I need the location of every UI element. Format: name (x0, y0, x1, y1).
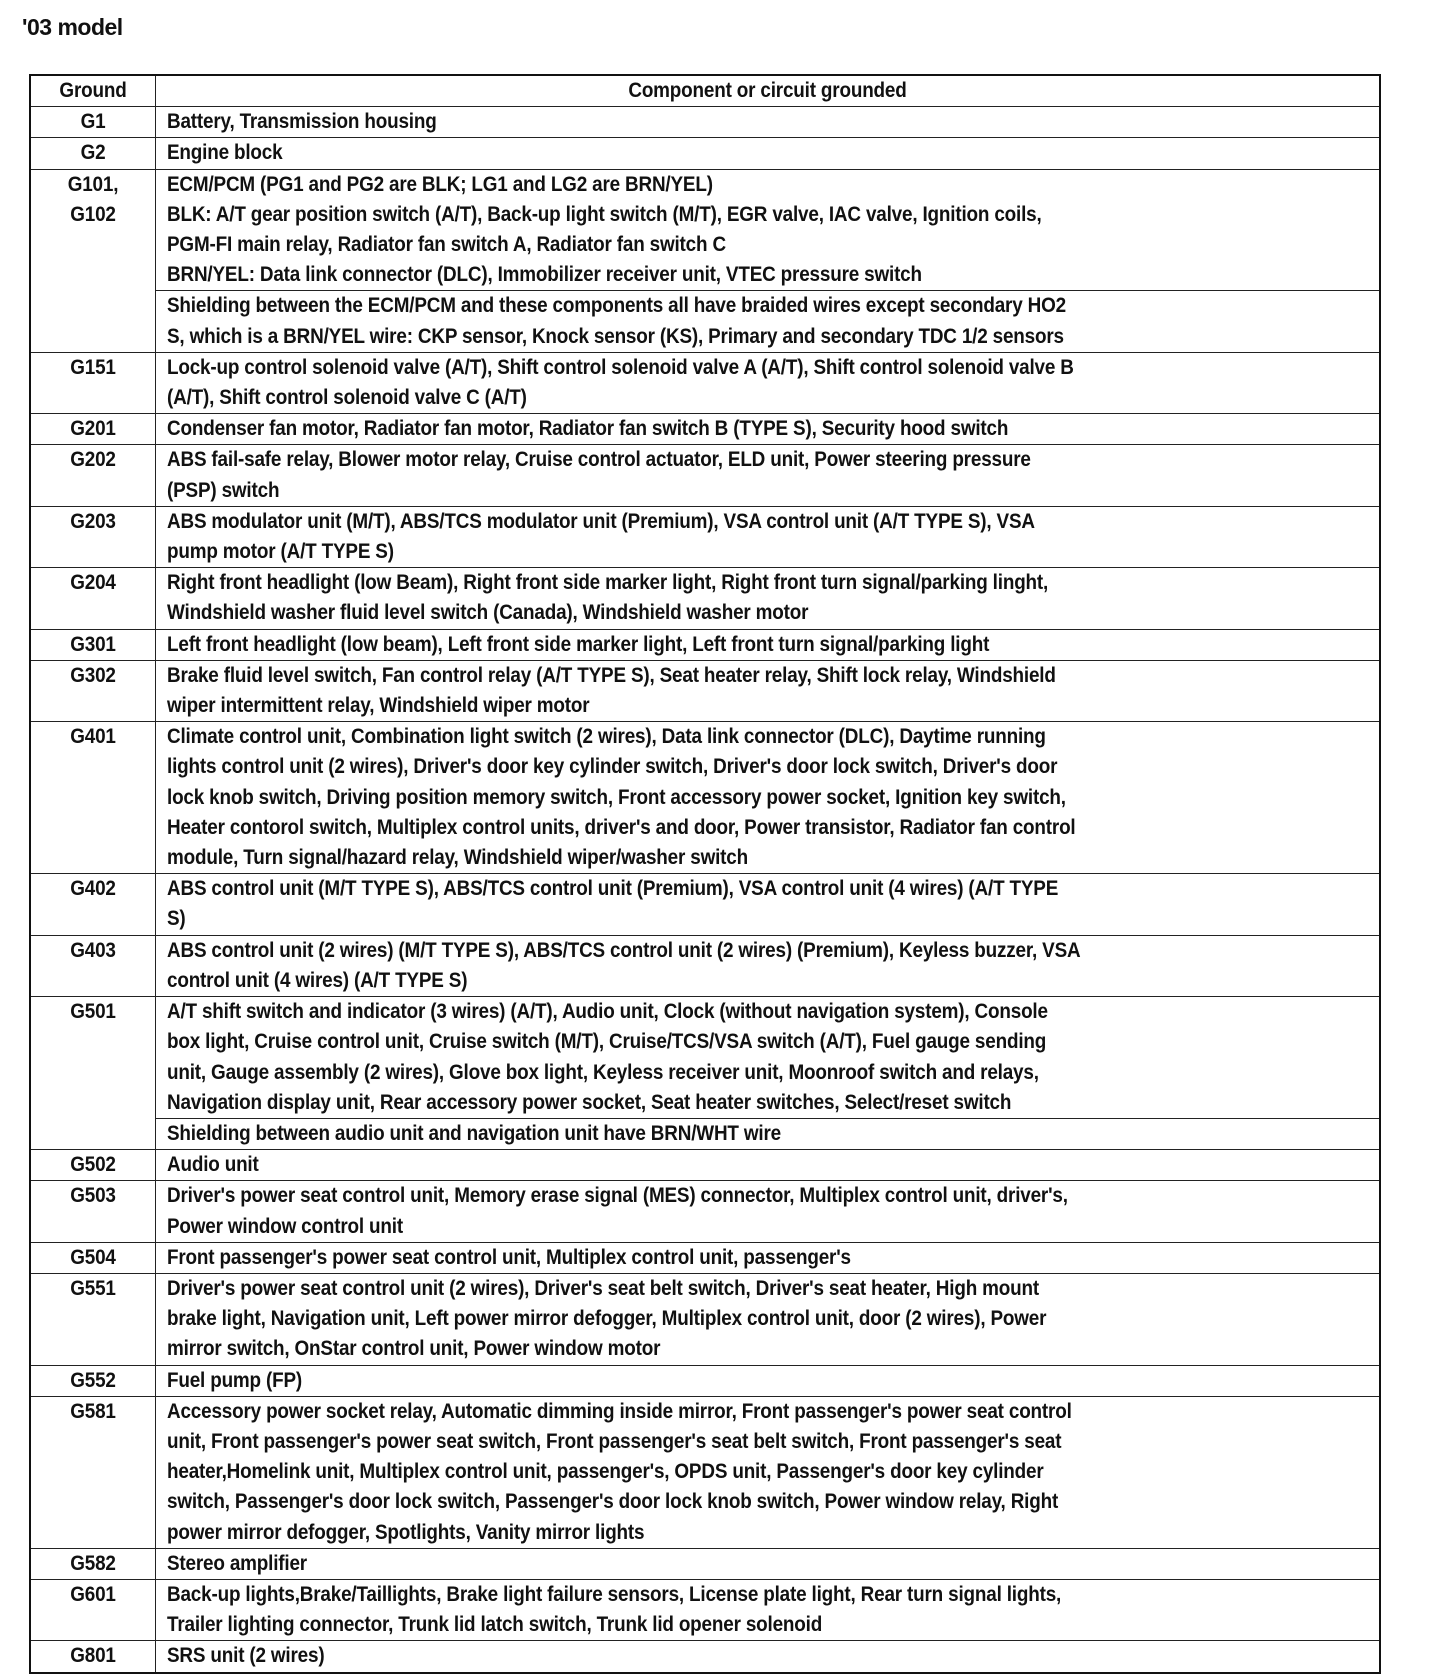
component-line: PGM-FI main relay, Radiator fan switch A, Radiator fan switch C (167, 233, 726, 257)
table-row (30, 935, 1380, 996)
component-line: BRN/YEL: Data link connector (DLC), Immobilizer receiver unit, VTEC pressure switch (167, 263, 922, 287)
ground-cell (30, 1365, 156, 1396)
header-ground (30, 75, 156, 107)
ground-cell (30, 660, 156, 721)
ground-label: G1 (80, 110, 106, 134)
ground-label: G504 (70, 1245, 116, 1269)
component-cell (156, 629, 1381, 660)
component-line: Climate control unit, Combination light switch (2 wires), Data link connector (DLC), Daytime running (167, 725, 1046, 749)
component-line: power mirror defogger, Spotlights, Vanity mirror lights (167, 1520, 645, 1544)
ground-cell (30, 169, 156, 352)
component-cell (156, 1396, 1381, 1548)
component-line: Stereo amplifier (167, 1551, 307, 1575)
component-line: unit, Front passenger's power seat switch, Front passenger's seat belt switch, Front passenger's seat (167, 1429, 1062, 1453)
ground-cell (30, 935, 156, 996)
ground-cell (30, 352, 156, 413)
component-line: Driver's power seat control unit (2 wires), Driver's seat belt switch, Driver's seat heater, High mount (167, 1276, 1039, 1300)
component-line: ABS fail-safe relay, Blower motor relay, Cruise control actuator, ELD unit, Power steering pressure (167, 448, 1031, 472)
component-line: box light, Cruise control unit, Cruise switch (M/T), Cruise/TCS/VSA switch (A/T), Fuel gauge sending (167, 1030, 1047, 1054)
component-cell (156, 445, 1381, 506)
table-row (30, 660, 1380, 721)
component-cell (156, 997, 1381, 1119)
component-cell (156, 874, 1381, 935)
table-row (30, 1273, 1380, 1365)
component-line: Accessory power socket relay, Automatic dimming inside mirror, Front passenger's power seat control (167, 1399, 1072, 1423)
table-row (30, 1242, 1380, 1273)
component-cell (156, 169, 1381, 291)
table-row (30, 1365, 1380, 1396)
ground-cell (30, 1641, 156, 1673)
table-row (30, 1396, 1380, 1548)
component-cell (156, 291, 1381, 352)
table-row (30, 291, 1380, 352)
component-line: brake light, Navigation unit, Left power mirror defogger, Multiplex control unit, door (2 wires), Power (167, 1307, 1047, 1331)
table-row (30, 169, 1380, 291)
component-cell (156, 138, 1381, 169)
ground-label: G302 (70, 663, 116, 687)
table-row (30, 1579, 1380, 1640)
component-cell (156, 414, 1381, 445)
ground-label: G101, (67, 172, 119, 196)
ground-cell (30, 568, 156, 629)
header-component (156, 75, 1381, 107)
component-line: Navigation display unit, Rear accessory power socket, Seat heater switches, Select/reset switch (167, 1090, 1012, 1114)
ground-label: G402 (70, 877, 116, 901)
ground-label: G551 (70, 1276, 116, 1300)
table-row (30, 1118, 1380, 1149)
component-line: Back-up lights,Brake/Taillights, Brake light failure sensors, License plate light, Rear turn signal lights, (167, 1582, 1062, 1606)
ground-cell (30, 138, 156, 169)
table-row (30, 414, 1380, 445)
component-cell (156, 1641, 1381, 1673)
component-line: S, which is a BRN/YEL wire: CKP sensor, Knock sensor (KS), Primary and secondary TDC 1/2 sensors (167, 324, 1064, 348)
table-row (30, 629, 1380, 660)
component-line: Fuel pump (FP) (167, 1368, 303, 1392)
component-line: SRS unit (2 wires) (167, 1644, 325, 1668)
table-row (30, 1548, 1380, 1579)
component-cell (156, 1118, 1381, 1149)
component-line: (PSP) switch (167, 478, 280, 502)
ground-label: G204 (70, 571, 116, 595)
ground-cell (30, 997, 156, 1150)
component-line: Shielding between audio unit and navigation unit have BRN/WHT wire (167, 1121, 781, 1145)
component-cell (156, 1273, 1381, 1365)
component-line: ABS control unit (2 wires) (M/T TYPE S), ABS/TCS control unit (2 wires) (Premium), Keyless buzzer, VSA (167, 938, 1081, 962)
component-line: Audio unit (167, 1153, 259, 1177)
component-line: Brake fluid level switch, Fan control relay (A/T TYPE S), Seat heater relay, Shift lock relay, Windshield (167, 663, 1056, 687)
component-cell (156, 1579, 1381, 1640)
component-cell (156, 1365, 1381, 1396)
component-line: ECM/PCM (PG1 and PG2 are BLK; LG1 and LG2 are BRN/YEL) (167, 172, 713, 196)
ground-label: G2 (80, 141, 106, 165)
ground-label: G501 (70, 1000, 116, 1024)
component-line: S) (167, 907, 186, 931)
ground-cell (30, 506, 156, 567)
component-cell (156, 722, 1381, 874)
component-line: wiper intermittent relay, Windshield wiper motor (167, 694, 590, 718)
component-cell (156, 660, 1381, 721)
ground-label: G301 (70, 632, 116, 656)
component-line: module, Turn signal/hazard relay, Windshield wiper/washer switch (167, 846, 748, 870)
component-line: lock knob switch, Driving position memory switch, Front accessory power socket, Ignition key switch, (167, 785, 1066, 809)
ground-label: G581 (70, 1399, 116, 1423)
ground-cell (30, 1396, 156, 1548)
component-line: unit, Gauge assembly (2 wires), Glove box light, Keyless receiver unit, Moonroof switch and relays, (167, 1060, 1039, 1084)
table-row (30, 722, 1380, 874)
table-row (30, 352, 1380, 413)
ground-cell (30, 445, 156, 506)
ground-cell (30, 874, 156, 935)
component-line: Front passenger's power seat control unit, Multiplex control unit, passenger's (167, 1245, 851, 1269)
ground-cell (30, 722, 156, 874)
table-row (30, 997, 1380, 1119)
ground-label: G582 (70, 1551, 116, 1575)
component-cell (156, 1548, 1381, 1579)
ground-label: G201 (70, 417, 116, 441)
ground-label: G202 (70, 448, 116, 472)
table-row (30, 1641, 1380, 1673)
component-line: Left front headlight (low beam), Left front side marker light, Left front turn signal/parking light (167, 632, 990, 656)
component-cell (156, 1150, 1381, 1181)
ground-label: G203 (70, 509, 116, 533)
component-line: Right front headlight (low Beam), Right front side marker light, Right front turn signal/parking linght, (167, 571, 1049, 595)
table-body (30, 107, 1380, 1673)
component-cell (156, 352, 1381, 413)
component-line: pump motor (A/T TYPE S) (167, 540, 394, 564)
ground-cell (30, 1150, 156, 1181)
component-line: mirror switch, OnStar control unit, Power window motor (167, 1337, 661, 1361)
ground-label: G102 (70, 202, 116, 226)
table-row (30, 506, 1380, 567)
component-cell (156, 506, 1381, 567)
ground-cell (30, 1548, 156, 1579)
page-title: '03 model (22, 14, 123, 40)
table-row (30, 445, 1380, 506)
component-cell (156, 568, 1381, 629)
ground-label: G552 (70, 1368, 116, 1392)
component-line: ABS modulator unit (M/T), ABS/TCS modulator unit (Premium), VSA control unit (A/T TYPE S), VSA (167, 509, 1035, 533)
component-line: BLK: A/T gear position switch (A/T), Back-up light switch (M/T), EGR valve, IAC valve, Ignition coils, (167, 202, 1042, 226)
component-line: Driver's power seat control unit, Memory erase signal (MES) connector, Multiplex control unit, driver's, (167, 1184, 1068, 1208)
ground-cell (30, 1181, 156, 1242)
ground-label: G601 (70, 1582, 116, 1606)
table-row (30, 107, 1380, 138)
component-line: switch, Passenger's door lock switch, Passenger's door lock knob switch, Power window relay, Right (167, 1490, 1059, 1514)
component-line: Heater contorol switch, Multiplex control units, driver's and door, Power transistor, Radiator fan control (167, 815, 1076, 839)
table-row (30, 874, 1380, 935)
component-line: Battery, Transmission housing (167, 110, 437, 134)
ground-cell (30, 1273, 156, 1365)
ground-table (29, 74, 1381, 1674)
ground-label: G403 (70, 938, 116, 962)
ground-label: G151 (70, 355, 116, 379)
ground-label: G401 (70, 725, 116, 749)
table-row (30, 138, 1380, 169)
component-cell (156, 935, 1381, 996)
component-line: Shielding between the ECM/PCM and these components all have braided wires except secondary HO2 (167, 294, 1066, 318)
header-ground-label: Ground (59, 79, 127, 102)
table-header-row (30, 75, 1380, 107)
table-row (30, 1150, 1380, 1181)
component-line: ABS control unit (M/T TYPE S), ABS/TCS control unit (Premium), VSA control unit (4 wires) (A/T TYPE (167, 877, 1059, 901)
header-component-label: Component or circuit grounded (628, 79, 907, 102)
ground-cell (30, 1242, 156, 1273)
component-line: Engine block (167, 141, 283, 165)
ground-cell (30, 414, 156, 445)
component-cell (156, 1242, 1381, 1273)
component-line: lights control unit (2 wires), Driver's door key cylinder switch, Driver's door lock switch, Driver's door (167, 755, 1058, 779)
component-cell (156, 1181, 1381, 1242)
component-line: Windshield washer fluid level switch (Canada), Windshield washer motor (167, 601, 809, 625)
ground-label: G801 (70, 1644, 116, 1668)
component-line: Condenser fan motor, Radiator fan motor, Radiator fan switch B (TYPE S), Security hood switch (167, 417, 1009, 441)
component-line: A/T shift switch and indicator (3 wires) (A/T), Audio unit, Clock (without navigation system), Console (167, 1000, 1048, 1024)
component-line: heater,Homelink unit, Multiplex control unit, passenger's, OPDS unit, Passenger's door key cylinder (167, 1460, 1044, 1484)
component-line: Lock-up control solenoid valve (A/T), Shift control solenoid valve A (A/T), Shift control solenoid valve B (167, 355, 1074, 379)
table-row (30, 568, 1380, 629)
component-line: Power window control unit (167, 1214, 403, 1238)
ground-label: G502 (70, 1153, 116, 1177)
ground-cell (30, 629, 156, 660)
ground-label: G503 (70, 1184, 116, 1208)
table-row (30, 1181, 1380, 1242)
ground-cell (30, 1579, 156, 1640)
component-line: (A/T), Shift control solenoid valve C (A/T) (167, 386, 527, 410)
component-line: control unit (4 wires) (A/T TYPE S) (167, 968, 468, 992)
component-line: Trailer lighting connector, Trunk lid latch switch, Trunk lid opener solenoid (167, 1613, 823, 1637)
component-cell (156, 107, 1381, 138)
ground-cell (30, 107, 156, 138)
